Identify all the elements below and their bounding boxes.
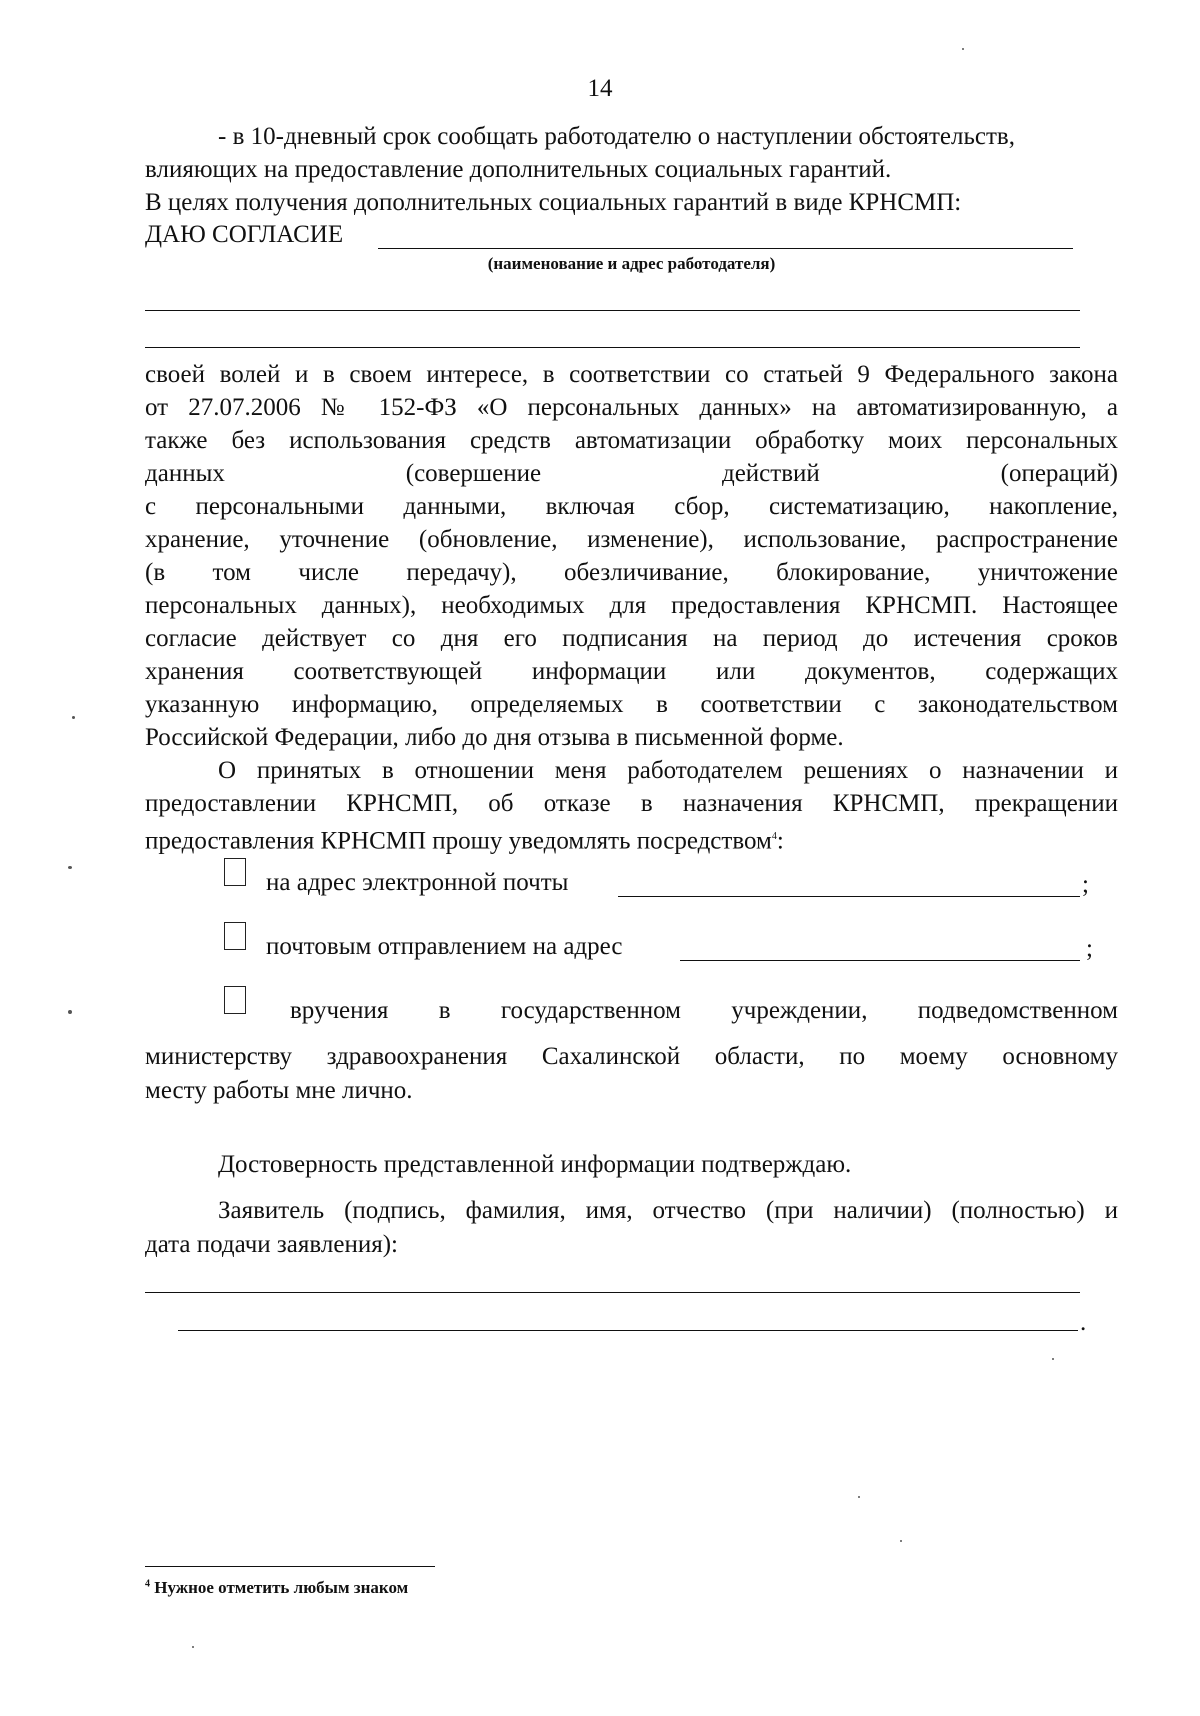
employer-field-line-1[interactable] [378,248,1073,249]
inperson-checkbox[interactable] [224,986,246,1014]
footnote-mark: 4 [145,1578,150,1590]
notify-line-3-colon: : [776,827,784,855]
post-semicolon: ; [1086,935,1093,962]
post-address-field[interactable] [680,960,1080,961]
footnote [145,1578,408,1598]
applicant-signature-line-1[interactable] [145,1292,1080,1293]
consent-line-10: хранения соответствующей информации или документов, содержащих [145,658,1118,685]
intro-line-3: В целях получения дополнительных социальных гарантий в виде КРНСМП: [145,189,962,216]
applicant-end-period: . [1080,1309,1087,1336]
notify-line-3 [145,820,1118,857]
notify-line-2: предоставлении КРНСМП, об отказе в назначения КРНСМП, прекращении [145,790,1118,817]
email-checkbox[interactable] [224,858,246,886]
notify-line-3-text: предоставления КРНСМП прошу уведомлять посредством [145,827,772,855]
inperson-line-1: вручения в государственном учреждении, подведомственном [290,997,1118,1024]
applicant-signature-line-2[interactable] [178,1330,1078,1331]
consent-line-1: своей волей и в своем интересе, в соответствии со статьей 9 Федерального закона [145,361,1118,388]
inperson-line-2: министерству здравоохранения Сахалинской области, по моему основному [145,1043,1118,1070]
consent-line-11: указанную информацию, определяемых в соответствии с законодательством [145,691,1118,718]
consent-line-9: согласие действует со дня его подписания на период до истечения сроков [145,625,1118,652]
confirmation-text: Достоверность представленной информации подтверждаю. [218,1151,852,1178]
inperson-line-3: месту работы мне лично. [145,1077,413,1104]
scan-speck [962,48,964,50]
scan-speck [72,716,75,719]
post-option-label: почтовым отправлением на адрес [266,933,623,960]
consent-line-3: также без использования средств автоматизации обработку моих персональных [145,427,1118,454]
email-option-label: на адрес электронной почты [266,869,569,896]
consent-line-6: хранение, уточнение (обновление, изменение), использование, распространение [145,526,1118,553]
scan-speck [900,1540,902,1542]
scan-speck [192,1646,194,1648]
consent-line-12: Российской Федерации, либо до дня отзыва в письменной форме. [145,724,844,751]
employer-field-line-3[interactable] [145,347,1080,348]
post-checkbox[interactable] [224,922,246,950]
applicant-line-2: дата подачи заявления): [145,1231,398,1258]
consent-line-4: данных (совершение действий (операций) [145,460,1118,487]
footnote-ref: 4 [771,831,777,842]
intro-line-2: влияющих на предоставление дополнительных социальных гарантий. [145,156,892,183]
scan-speck [68,866,72,869]
consent-line-8: персональных данных), необходимых для предоставления КРНСМП. Настоящее [145,592,1118,619]
intro-line-1: - в 10-дневный срок сообщать работодателю о наступлении обстоятельств, [218,123,1015,150]
consent-line-2: от 27.07.2006 № 152-ФЗ «О персональных данных» на автоматизированную, а [145,394,1118,421]
employer-caption: (наименование и адрес работодателя) [487,254,776,273]
email-address-field[interactable] [618,896,1080,897]
employer-field-line-2[interactable] [145,310,1080,311]
consent-line-5: с персональными данными, включая сбор, систематизацию, накопление, [145,493,1118,520]
footnote-separator [145,1566,435,1567]
notify-line-1: О принятых в отношении меня работодателем решениях о назначении и [218,757,1118,784]
consent-label: ДАЮ СОГЛАСИЕ [145,221,344,248]
scan-speck [858,1496,860,1498]
footnote-text: Нужное отметить любым знаком [150,1578,409,1597]
applicant-line-1: Заявитель (подпись, фамилия, имя, отчество (при наличии) (полностью) и [218,1197,1118,1224]
scan-speck [68,1010,72,1014]
email-semicolon: ; [1082,871,1089,898]
consent-line-7: (в том числе передачу), обезличивание, блокирование, уничтожение [145,559,1118,586]
scan-speck [1052,1358,1054,1360]
page-number: 14 [587,75,613,102]
